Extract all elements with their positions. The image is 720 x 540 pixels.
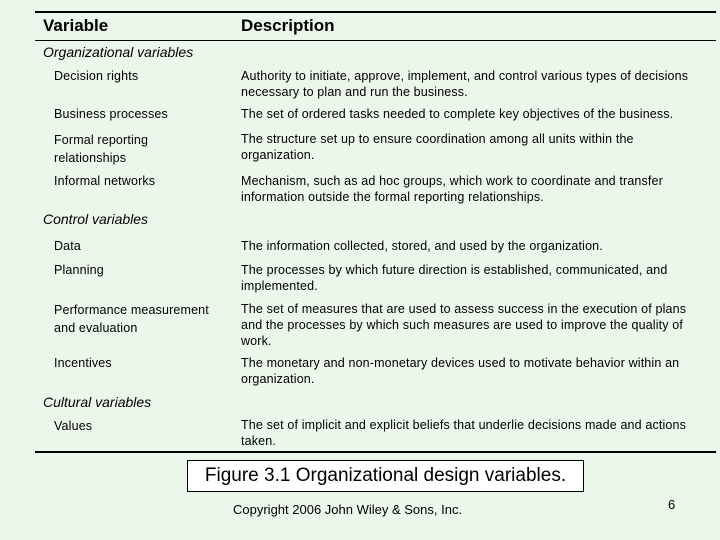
table-row-variable: Informal networks: [54, 174, 156, 188]
section-title-organizational: Organizational variables: [43, 44, 194, 60]
table-top-rule: [35, 11, 716, 13]
page-number: 6: [668, 497, 676, 512]
table-row-description: The information collected, stored, and used by the organization.: [241, 239, 603, 253]
table-row-description: Authority to initiate, approve, implement, and control various types of decisions necessary to plan and run the business.: [241, 69, 689, 99]
table-row-variable: Values: [54, 419, 93, 433]
copyright-notice: Copyright 2006 John Wiley & Sons, Inc.: [233, 502, 463, 517]
table-row-variable: Performance measurement and evaluation: [54, 303, 209, 335]
table-row-variable: Planning: [54, 263, 104, 277]
table-bottom-rule: [35, 451, 716, 453]
table-row-variable: Formal reporting relationships: [54, 133, 149, 165]
table-row-variable: Decision rights: [54, 69, 139, 83]
header-description: Description: [241, 16, 335, 35]
header-bottom-rule: [35, 40, 716, 41]
table-row-description: The processes by which future direction is established, communicated, and implemented.: [241, 263, 668, 293]
table-row-variable: Business processes: [54, 107, 168, 121]
table-row-description: Mechanism, such as ad hoc groups, which work to coordinate and transfer information outside the formal reporting relationships.: [241, 174, 663, 204]
table-row-description: The set of measures that are used to assess success in the execution of plans and the processes by which such measures are used to improve the quality of work.: [241, 302, 687, 348]
table-row-variable: Data: [54, 239, 82, 253]
section-title-control: Control variables: [43, 211, 149, 227]
table-row-description: The structure set up to ensure coordination among all units within the organization.: [241, 132, 634, 162]
header-variable: Variable: [43, 16, 109, 35]
table-row-description: The monetary and non-monetary devices used to motivate behavior within an organization.: [241, 356, 680, 386]
table-row-description: The set of ordered tasks needed to complete key objectives of the business.: [241, 107, 674, 121]
table-row-description: The set of implicit and explicit beliefs that underlie decisions made and actions taken.: [241, 418, 687, 448]
figure-caption: Figure 3.1 Organizational design variables.: [187, 460, 584, 492]
table-row-variable: Incentives: [54, 356, 112, 370]
section-title-cultural: Cultural variables: [43, 394, 152, 410]
